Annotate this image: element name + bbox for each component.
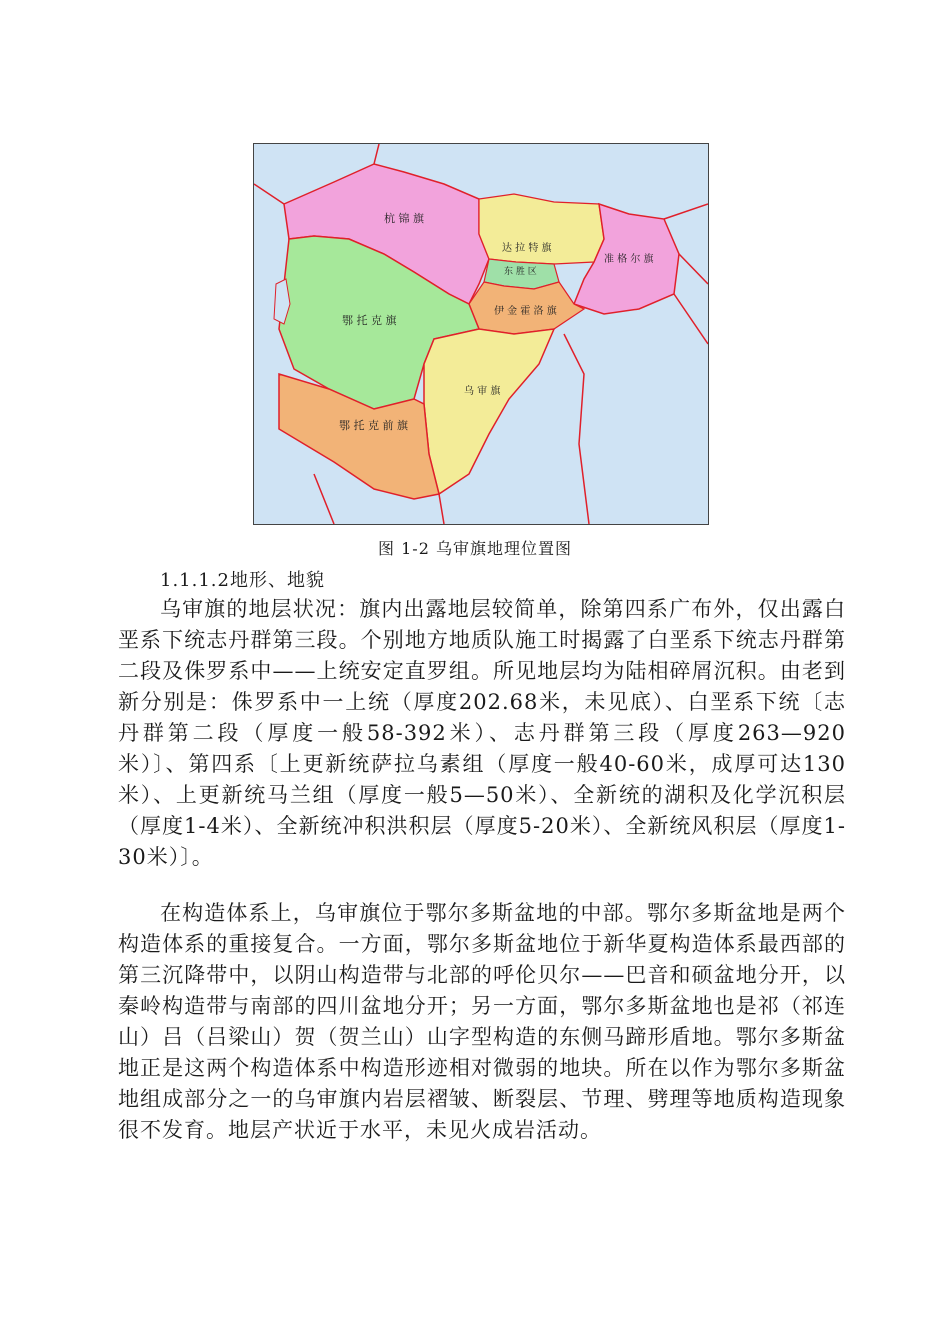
section-heading: 1.1.1.2地形、地貌 <box>160 570 325 591</box>
map-label-etuoke: 鄂 托 克 旗 <box>342 314 397 327</box>
paragraph-strata: 乌审旗的地层状况：旗内出露地层较简单，除第四系广布外，仅出露白垩系下统志丹群第三段。个别地方地质队施工时揭露了白垩系下统志丹群第二段及侏罗系中——上统安定直罗组。所见地层均为陆相碎屑沉积。由老到新分别是：侏罗系中一上统（厚度202.68米，未见底）、白垩系下统〔志丹群第二段（厚度一般58-392米）、志丹群第三段（厚度263—920米）〕、第四系〔上更新统萨拉乌素组（厚度一般40-60米，成厚可达130米）、上更新统马兰组（厚度一般5—50米）、全新统的湖积及化学沉积层（厚度1-4米）、全新统冲积洪积层（厚度5-20米）、全新统风积层（厚度1-30米）〕。 <box>118 597 846 869</box>
map-label-yijinhuoluo: 伊 金 霍 洛 旗 <box>494 306 557 317</box>
location-map <box>253 143 709 525</box>
map-label-wushen: 乌 审 旗 <box>464 386 501 397</box>
map-label-dongsheng: 东 胜 区 <box>504 267 537 277</box>
map-label-dalate: 达 拉 特 旗 <box>502 243 552 254</box>
figure-caption: 图 1-2 乌审旗地理位置图 <box>378 539 572 558</box>
map-label-etuokeqian: 鄂 托 克 前 旗 <box>339 419 408 432</box>
map-label-hangjin: 杭 锦 旗 <box>384 212 424 225</box>
paragraph-tectonics: 在构造体系上，乌审旗位于鄂尔多斯盆地的中部。鄂尔多斯盆地是两个构造体系的重接复合。一方面，鄂尔多斯盆地位于新华夏构造体系最西部的第三沉降带中，以阴山构造带与北部的呼伦贝尔——巴音和硕盆地分开，以秦岭构造带与南部的四川盆地分开；另一方面，鄂尔多斯盆地也是祁（祁连山）吕（吕梁山）贺（贺兰山）山字型构造的东侧马蹄形盾地。鄂尔多斯盆地正是这两个构造体系中构造形迹相对微弱的地块。所在以作为鄂尔多斯盆地组成部分之一的乌审旗内岩层褶皱、断裂层、节理、劈理等地质构造现象很不发育。地层产状近于水平，未见火成岩活动。 <box>118 901 846 1142</box>
location-map-svg <box>254 144 708 524</box>
map-label-zhungeer: 准 格 尔 旗 <box>604 254 654 265</box>
